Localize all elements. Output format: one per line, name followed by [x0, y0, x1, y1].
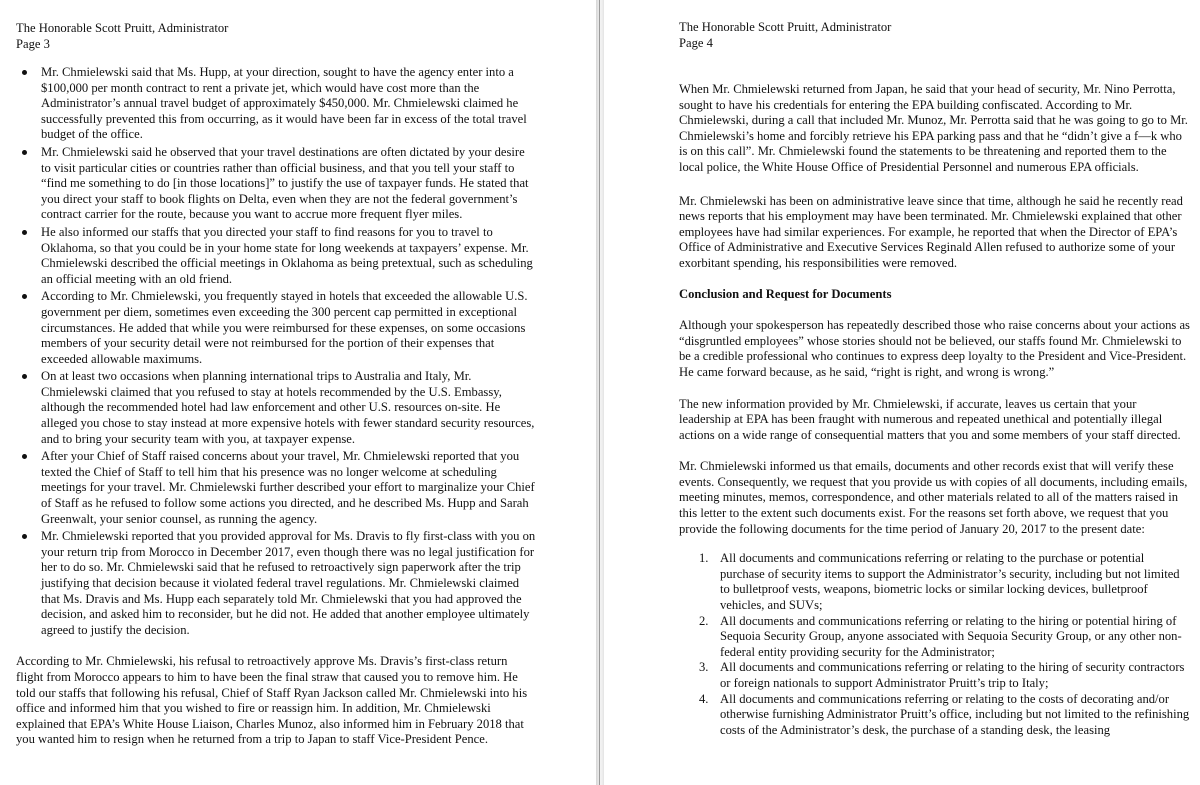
bullet-icon: [22, 150, 27, 155]
closing-paragraph: According to Mr. Chmielewski, his refusal to retroactively approve Ms. Dravis’s first-class return flight from Morocco appears to him to have been the final straw that caused you to remove him. He told our staffs that following his refusal, Chief of Staff Ryan Jackson called Mr. Chmielewski into his office and informed him that you wished to fire or reassign him. In addition, Mr. Chmielewski explained that EPA’s White House Liaison, Charles Munoz, also informed him in February 2018 that you wanted him to resign when he returned from a trip to Japan to staff Vice-President Pence.: [16, 654, 528, 747]
list-item: [16, 289, 536, 367]
list-item: [679, 692, 1191, 739]
list-number: 4.: [699, 691, 709, 706]
list-item: [16, 529, 536, 638]
page-3: [0, 0, 596, 785]
list-item: [16, 225, 536, 287]
header-page-number: Page 3: [16, 36, 50, 51]
header-addressee: The Honorable Scott Pruitt, Administrator: [16, 21, 229, 35]
bullet-icon: [22, 454, 27, 459]
list-item: [679, 614, 1191, 661]
list-item-text: All documents and communications referring or relating to the purchase or potential purchase of security items to support the Administrator’s security, including but not limited to bulletproof vests, weapons, biometric locks or similar locking devices, bulletproof vehicles, and SUVs;: [720, 551, 1180, 613]
page-header: [679, 20, 891, 51]
header-addressee: The Honorable Scott Pruitt, Administrator: [679, 20, 892, 34]
list-number: 1.: [699, 551, 709, 566]
list-item-text: All documents and communications referring or relating to the hiring of security contractors or foreign nationals to support Administrator Pruitt’s trip to Italy;: [720, 660, 1185, 690]
list-item-text: He also informed our staffs that you directed your staff to find reasons for you to travel to Oklahoma, so that you could be in your home state for long weekends at taxpayers’ expense. Mr. Chmielewski described the official meetings in Oklahoma as being pretextual, such as scheduling an official meeting with an old friend.: [41, 224, 533, 286]
paragraph: When Mr. Chmielewski returned from Japan, he said that your head of security, Mr. Nino Perrotta, sought to have his credentials for entering the EPA building confiscated. According to Mr. Chmielewski, during a call that included Mr. Munoz, Mr. Perrotta said that he was going to go to Mr. Chmielewski’s home and forcibly retrieve his EPA parking pass and that he “didn’t give a f—k who is on this call”. Mr. Chmielewski found the statements to be threatening and reported them to the local police, the White House Office of Presidential Personnel and numerous EPA officials.: [679, 82, 1188, 174]
list-item: [16, 145, 536, 223]
bullet-icon: [22, 374, 27, 379]
page-body: [679, 82, 1191, 738]
list-item-text: All documents and communications referring or relating to the hiring or potential hiring of Sequoia Security Group, anyone associated with Sequoia Security Group, or any other non-federal entity providing security for the Administrator;: [720, 613, 1182, 659]
bullet-icon: [22, 534, 27, 539]
list-item-text: On at least two occasions when planning international trips to Australia and Italy, Mr. Chmielewski claimed that you refused to stay at hotels recommended by the U.S. Embassy, although the recommended hotel had law enforcement and other U.S. resources on-site. He alleged you chose to stay instead at more expensive hotels with fewer standard security resources, and to bring your security team with you, at taxpayer expense.: [41, 369, 535, 446]
section-heading: Conclusion and Request for Documents: [679, 286, 892, 301]
list-item-text: Mr. Chmielewski reported that you provided approval for Ms. Dravis to fly first-class with you on your return trip from Morocco in December 2017, even though there was no legal justification for her to do so. Mr. Chmielewski said that he refused to retroactively sign paperwork after the trip justifying that decision because it violated federal travel regulations. Mr. Chmielewski claimed that Ms. Dravis and Ms. Hupp each separately told Mr. Chmielewski that you had approved the decision, and asked him to reconsider, but he did not. He added that another employee ultimately agreed to justify the decision.: [41, 529, 536, 637]
bullet-icon: [22, 70, 27, 75]
page-4: [604, 0, 1200, 785]
page-header: [16, 21, 228, 52]
bullet-icon: [22, 230, 27, 235]
bullet-icon: [22, 294, 27, 299]
list-item: [16, 65, 536, 143]
page-body: [16, 65, 536, 748]
paragraph: The new information provided by Mr. Chmielewski, if accurate, leaves us certain that your leadership at EPA has been fraught with numerous and repeated unethical and potentially illegal actions on a wide range of consequential matters that you and some members of your staff directed.: [679, 396, 1181, 442]
document-request-list: [679, 551, 1191, 738]
list-item: [16, 449, 536, 527]
paragraph: Mr. Chmielewski informed us that emails, documents and other records exist that will verify these events. Consequently, we request that you provide us with copies of all documents, including emails, meeting minutes, memos, correspondence, and other materials related to all of the matters raised in this letter to the extent such documents exist. For the reasons set forth above, we request that you provide the following documents for the time period of January 20, 2017 to the present date:: [679, 459, 1188, 536]
paragraph: Mr. Chmielewski has been on administrative leave since that time, although he said he recently read news reports that his employment may have been terminated. Mr. Chmielewski explained that other employees have had similar experiences. For example, he reported that when the Director of EPA’s Office of Administrative and Executive Services Reginald Allen refused to authorize some of your exorbitant spending, his responsibilities were removed.: [679, 193, 1183, 270]
list-number: 2.: [699, 613, 709, 628]
list-item: [16, 369, 536, 447]
page-divider: [599, 0, 600, 785]
list-item: [679, 660, 1191, 691]
list-item-text: According to Mr. Chmielewski, you frequently stayed in hotels that exceeded the allowable U.S. government per diem, sometimes even exceeding the 300 percent cap permitted in exceptional circumstances. He added that while you were reimbursed for these expenses, on some occasions members of your security detail were not reimbursed for the portion of their expenses that exceeded allowable maximums.: [41, 289, 528, 366]
list-item-text: All documents and communications referring or relating to the costs of decorating and/or otherwise furnishing Administrator Pruitt’s office, including but not limited to the refinishing costs of the Administrator’s desk, the purchase of a standing desk, the leasing: [720, 691, 1190, 737]
allegation-list: [16, 65, 536, 638]
list-item-text: After your Chief of Staff raised concerns about your travel, Mr. Chmielewski reported that you texted the Chief of Staff to tell him that his presence was no longer welcome at scheduling meetings for your travel. Mr. Chmielewski further described your effort to marginalize your Chief of Staff as he refused to follow some actions you directed, and he described Ms. Hupp and Sarah Greenwalt, your senior counsel, as running the agency.: [41, 449, 535, 526]
header-page-number: Page 4: [679, 35, 713, 50]
paragraph: Although your spokesperson has repeatedly described those who raise concerns about your actions as “disgruntled employees” whose stories should not be believed, our staffs found Mr. Chmielewski to be a credible professional who continues to express deep loyalty to the President and Vice-President. He came forward because, as he said, “right is right, and wrong is wrong.”: [679, 318, 1190, 379]
list-item-text: Mr. Chmielewski said he observed that your travel destinations are often dictated by your desire to visit particular cities or countries rather than official business, and that you tell your staff to “find me something to do [in those locations]” to justify the use of taxpayer funds. He stated that you direct your staff to book flights on Delta, even when they are not the federal government’s contract carrier for the route, because you want to accrue more frequent flyer miles.: [41, 144, 529, 222]
list-item: [679, 551, 1191, 613]
page-gutter: [596, 0, 604, 785]
list-number: 3.: [699, 660, 709, 675]
list-item-text: Mr. Chmielewski said that Ms. Hupp, at your direction, sought to have the agency enter into a $100,000 per month contract to rent a private jet, which would have cost more than the Administrator’s annual travel budget of approximately $450,000. Mr. Chmielewski claimed he successfully prevented this from occurring, as it would have been far in excess of the total travel budget of the office.: [41, 65, 527, 142]
